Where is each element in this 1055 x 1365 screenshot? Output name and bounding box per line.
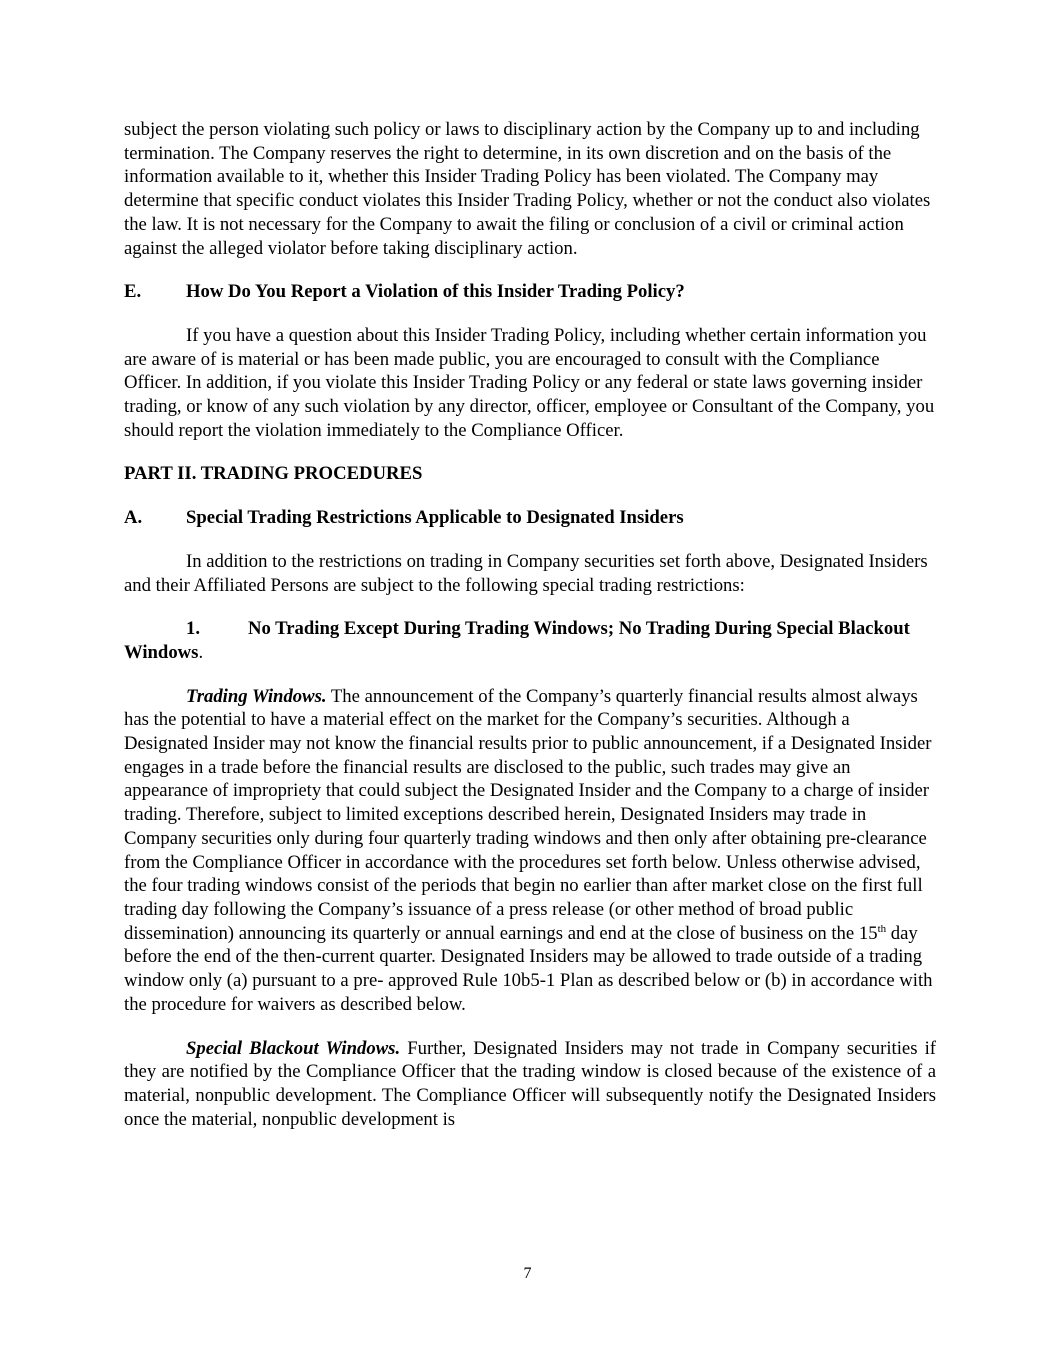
- special-blackout-body: Further, Designated Insiders may not trade in Company securities if they are notified by the Compliance Officer that the trading window is closed because of the existence of a material, nonpublic development. The Compliance Officer will subsequently notify the Designated Insiders once the material, nonpublic development is: [124, 1037, 937, 1130]
- section-a-heading: [124, 506, 936, 530]
- ordinal-superscript: th: [877, 922, 887, 935]
- document-page: [124, 118, 936, 1151]
- item-1-number: 1.: [186, 618, 201, 640]
- section-e-heading: [124, 280, 936, 304]
- item-1-heading: [124, 617, 936, 664]
- section-a-label: A.: [124, 507, 143, 529]
- item-1-title: No Trading Except During Trading Windows; No Trading During Special Blackout Windows: [124, 618, 910, 663]
- trading-windows-paragraph: [124, 685, 936, 1017]
- special-blackout-paragraph: [124, 1037, 936, 1132]
- trading-windows-body-part1: The announcement of the Company’s quarterly financial results almost always has the potential to have a material effect on the market for the Company’s securities. Although a Designated Insider may not know the financial results prior to public announcement, if a Designated Insider engages in a trade before the financial results are disclosed to the public, such trades may give an appearance of impropriety that could subject the Designated Insider and the Company to a charge of insider trading. Therefore, subject to limited exceptions described herein, Designated Insiders may trade in Company securities only during four quarterly trading windows and then only after obtaining pre-clearance from the Compliance Officer in accordance with the procedures set forth below. Unless otherwise advised, the four trading windows consist of the periods that begin no earlier than after market close on the first full trading day following the Company’s issuance of a press release (or other method of broad public dissemination) announcing its quarterly or annual earnings and end at the close of business on the 15: [124, 685, 932, 944]
- part-ii-heading: PART II. TRADING PROCEDURES: [124, 463, 423, 485]
- page-number: 7: [523, 1265, 532, 1282]
- section-a-title: Special Trading Restrictions Applicable to Designated Insiders: [186, 507, 684, 529]
- section-a-body: In addition to the restrictions on trading in Company securities set forth above, Designated Insiders and their Affiliated Persons are subject to the following special trading restrictions:: [124, 550, 928, 596]
- continued-paragraph: subject the person violating such policy or laws to disciplinary action by the Company up to and including termination. The Company reserves the right to determine, in its own discretion and on the basis of the information available to it, whether this Insider Trading Policy has been violated. The Company may determine that specific conduct violates this Insider Trading Policy, whether or not the conduct also violates the law. It is not necessary for the Company to await the filing or conclusion of a civil or criminal action against the alleged violator before taking disciplinary action.: [124, 119, 931, 259]
- trading-windows-body-part2: day before the end of the then-current quarter. Designated Insiders may be allowed to trade outside of a trading window only (a) pursuant to a pre- approved Rule 10b5-1 Plan as described below or (b) in accordance with the procedure for waivers as described below.: [124, 922, 933, 1015]
- section-e-label: E.: [124, 281, 142, 303]
- item-1-tail: .: [198, 641, 204, 663]
- section-e-body: If you have a question about this Insider Trading Policy, including whether certain information you are aware of is material or has been made public, you are encouraged to consult with the Compliance Officer. In addition, if you violate this Insider Trading Policy or any federal or state laws governing insider trading, or know of any such violation by any director, officer, employee or Consultant of the Company, you should report the violation immediately to the Compliance Officer.: [124, 324, 935, 441]
- section-e-title: How Do You Report a Violation of this Insider Trading Policy?: [186, 281, 685, 303]
- special-blackout-lead: Special Blackout Windows.: [186, 1037, 401, 1059]
- trading-windows-lead: Trading Windows.: [186, 685, 327, 707]
